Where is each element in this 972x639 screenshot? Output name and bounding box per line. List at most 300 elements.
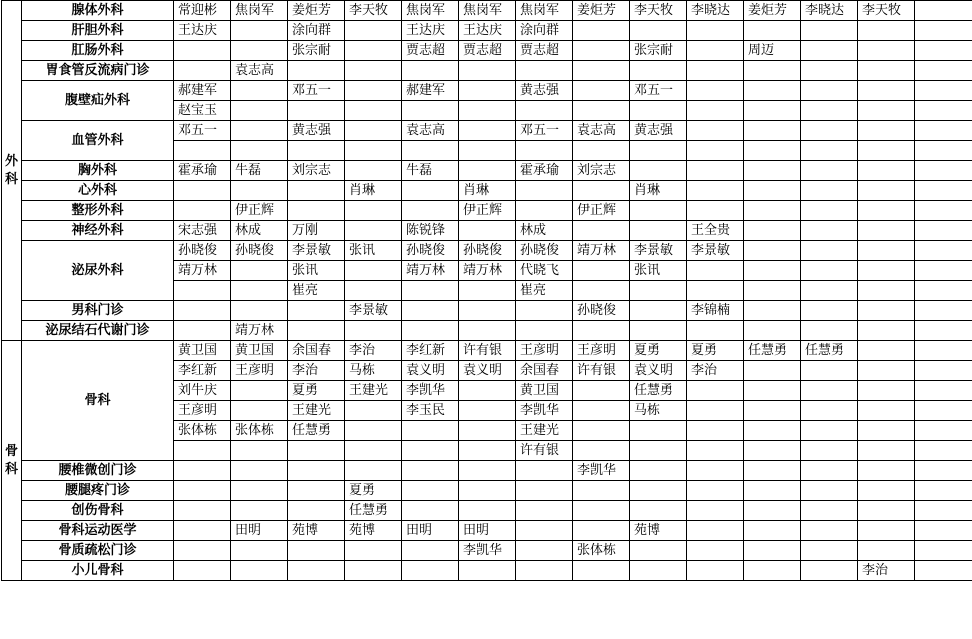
doctor-cell: 李锦楠 [687, 301, 744, 321]
table-row [2, 541, 972, 561]
doctor-cell [801, 481, 858, 501]
doctor-cell: 李治 [288, 361, 345, 381]
doctor-cell: 焦岗军 [459, 1, 516, 21]
doctor-cell [744, 401, 801, 421]
department-name: 泌尿外科 [22, 241, 174, 301]
doctor-cell [801, 301, 858, 321]
department-name: 神经外科 [22, 221, 174, 241]
doctor-cell [858, 341, 915, 361]
doctor-cell: 代晓飞 [516, 261, 573, 281]
doctor-cell [573, 81, 630, 101]
doctor-cell [801, 61, 858, 81]
doctor-cell: 李晓达 [687, 1, 744, 21]
department-name: 腰椎微创门诊 [22, 461, 174, 481]
doctor-cell: 刘牛庆 [174, 381, 231, 401]
doctor-cell [744, 461, 801, 481]
doctor-cell [801, 221, 858, 241]
doctor-cell [231, 41, 288, 61]
doctor-cell [174, 281, 231, 301]
doctor-cell: 靖万林 [402, 261, 459, 281]
doctor-cell: 张体栋 [174, 421, 231, 441]
doctor-cell: 郝建军 [402, 81, 459, 101]
doctor-cell [687, 61, 744, 81]
doctor-cell [573, 221, 630, 241]
table-row [2, 1, 972, 21]
doctor-cell [858, 401, 915, 421]
doctor-cell [459, 301, 516, 321]
doctor-cell [858, 161, 915, 181]
doctor-cell: 田明 [459, 521, 516, 541]
doctor-cell [402, 321, 459, 341]
doctor-cell [744, 181, 801, 201]
doctor-cell [858, 421, 915, 441]
doctor-cell: 陈锐锋 [402, 221, 459, 241]
doctor-cell [801, 101, 858, 121]
doctor-cell [915, 141, 972, 161]
doctor-cell [801, 361, 858, 381]
doctor-cell [915, 121, 972, 141]
doctor-cell [801, 401, 858, 421]
doctor-cell [801, 161, 858, 181]
department-name: 心外科 [22, 181, 174, 201]
doctor-cell [516, 61, 573, 81]
doctor-cell [801, 261, 858, 281]
doctor-cell: 李天牧 [345, 1, 402, 21]
doctor-cell [744, 141, 801, 161]
doctor-cell [687, 521, 744, 541]
doctor-cell [687, 141, 744, 161]
doctor-cell [288, 141, 345, 161]
doctor-cell [801, 41, 858, 61]
doctor-cell [231, 181, 288, 201]
doctor-cell [459, 161, 516, 181]
doctor-cell [402, 201, 459, 221]
department-name: 泌尿结石代谢门诊 [22, 321, 174, 341]
doctor-cell [687, 21, 744, 41]
doctor-cell [915, 21, 972, 41]
doctor-cell [516, 461, 573, 481]
doctor-cell: 袁志高 [231, 61, 288, 81]
doctor-cell [630, 461, 687, 481]
doctor-cell: 张讯 [345, 241, 402, 261]
doctor-cell [630, 281, 687, 301]
doctor-cell [630, 501, 687, 521]
doctor-cell: 邓五一 [174, 121, 231, 141]
doctor-cell [573, 21, 630, 41]
doctor-cell [573, 521, 630, 541]
doctor-cell [744, 281, 801, 301]
doctor-cell [687, 441, 744, 461]
doctor-cell [915, 61, 972, 81]
doctor-cell: 万刚 [288, 221, 345, 241]
doctor-cell: 林成 [516, 221, 573, 241]
doctor-cell [915, 321, 972, 341]
doctor-cell [801, 201, 858, 221]
doctor-cell [231, 101, 288, 121]
group-label: 骨 科 [2, 341, 22, 581]
doctor-cell [402, 501, 459, 521]
doctor-cell: 姜炬芳 [573, 1, 630, 21]
doctor-cell [744, 381, 801, 401]
doctor-cell [516, 181, 573, 201]
doctor-cell: 焦岗军 [402, 1, 459, 21]
doctor-cell [915, 181, 972, 201]
doctor-cell [174, 201, 231, 221]
table-row [2, 41, 972, 61]
doctor-cell [630, 101, 687, 121]
doctor-cell: 夏勇 [345, 481, 402, 501]
doctor-cell [744, 421, 801, 441]
doctor-cell [402, 301, 459, 321]
doctor-cell [573, 181, 630, 201]
doctor-cell [687, 121, 744, 141]
table-row [2, 121, 972, 141]
doctor-cell: 邓五一 [630, 81, 687, 101]
doctor-cell [231, 441, 288, 461]
doctor-cell: 王彦明 [231, 361, 288, 381]
doctor-cell [573, 281, 630, 301]
department-name: 腹壁疝外科 [22, 81, 174, 121]
doctor-cell [516, 541, 573, 561]
doctor-cell: 张体栋 [573, 541, 630, 561]
doctor-cell: 李凯华 [516, 401, 573, 421]
doctor-cell: 黄志强 [516, 81, 573, 101]
doctor-cell [345, 401, 402, 421]
department-name: 胸外科 [22, 161, 174, 181]
doctor-cell [459, 141, 516, 161]
doctor-cell: 霍承瑜 [516, 161, 573, 181]
doctor-cell: 黄卫国 [231, 341, 288, 361]
doctor-cell [744, 481, 801, 501]
doctor-cell [174, 321, 231, 341]
doctor-cell [345, 41, 402, 61]
doctor-cell: 张讯 [630, 261, 687, 281]
doctor-cell [288, 61, 345, 81]
doctor-cell: 李红新 [174, 361, 231, 381]
schedule-body [2, 1, 972, 581]
department-name: 肝胆外科 [22, 21, 174, 41]
doctor-cell [858, 221, 915, 241]
doctor-cell [573, 61, 630, 81]
doctor-cell [915, 161, 972, 181]
doctor-cell [801, 521, 858, 541]
doctor-cell: 牛磊 [231, 161, 288, 181]
doctor-cell [687, 261, 744, 281]
doctor-cell [630, 541, 687, 561]
table-row [2, 461, 972, 481]
doctor-cell [630, 321, 687, 341]
doctor-cell: 宋志强 [174, 221, 231, 241]
table-row [2, 21, 972, 41]
doctor-cell: 李天牧 [630, 1, 687, 21]
doctor-cell: 李景敏 [345, 301, 402, 321]
doctor-cell: 肖琳 [630, 181, 687, 201]
doctor-cell: 李景敏 [630, 241, 687, 261]
doctor-cell: 贾志超 [459, 41, 516, 61]
table-row [2, 241, 972, 261]
doctor-cell [858, 141, 915, 161]
doctor-cell [459, 561, 516, 581]
doctor-cell: 孙晓俊 [573, 301, 630, 321]
department-name: 血管外科 [22, 121, 174, 161]
doctor-cell [687, 461, 744, 481]
department-name: 骨科运动医学 [22, 521, 174, 541]
doctor-cell [744, 21, 801, 41]
doctor-cell [858, 61, 915, 81]
doctor-cell: 贾志超 [402, 41, 459, 61]
doctor-cell: 张宗耐 [630, 41, 687, 61]
doctor-cell [915, 281, 972, 301]
doctor-cell [630, 481, 687, 501]
doctor-cell [744, 361, 801, 381]
doctor-cell [915, 361, 972, 381]
doctor-cell: 王彦明 [516, 341, 573, 361]
doctor-cell [915, 201, 972, 221]
doctor-cell: 孙晓俊 [459, 241, 516, 261]
doctor-cell: 靖万林 [231, 321, 288, 341]
doctor-cell: 孙晓俊 [231, 241, 288, 261]
doctor-cell [459, 481, 516, 501]
doctor-cell [231, 381, 288, 401]
doctor-cell [459, 221, 516, 241]
doctor-cell [573, 41, 630, 61]
doctor-cell [402, 441, 459, 461]
doctor-cell [915, 81, 972, 101]
doctor-cell [516, 521, 573, 541]
doctor-cell [915, 561, 972, 581]
doctor-cell [573, 401, 630, 421]
doctor-cell [858, 241, 915, 261]
doctor-cell [231, 81, 288, 101]
doctor-cell: 涂向群 [516, 21, 573, 41]
department-name: 骨质疏松门诊 [22, 541, 174, 561]
table-row [2, 161, 972, 181]
doctor-cell: 马栋 [630, 401, 687, 421]
doctor-cell: 许有银 [459, 341, 516, 361]
doctor-cell [573, 421, 630, 441]
table-row [2, 301, 972, 321]
doctor-cell [174, 521, 231, 541]
doctor-cell: 李晓达 [801, 1, 858, 21]
doctor-cell [345, 541, 402, 561]
doctor-cell [915, 241, 972, 261]
doctor-cell: 李天牧 [858, 1, 915, 21]
doctor-cell [858, 21, 915, 41]
doctor-cell: 李凯华 [573, 461, 630, 481]
doctor-cell [345, 21, 402, 41]
doctor-cell: 王达庆 [459, 21, 516, 41]
doctor-cell [858, 81, 915, 101]
doctor-cell: 任慧勇 [801, 341, 858, 361]
doctor-cell [744, 201, 801, 221]
doctor-cell [402, 181, 459, 201]
doctor-cell: 赵宝玉 [174, 101, 231, 121]
doctor-cell [516, 301, 573, 321]
doctor-cell [288, 541, 345, 561]
doctor-cell: 霍承瑜 [174, 161, 231, 181]
doctor-cell [687, 41, 744, 61]
doctor-cell [573, 321, 630, 341]
doctor-cell [630, 561, 687, 581]
doctor-cell: 夏勇 [288, 381, 345, 401]
doctor-cell [174, 561, 231, 581]
doctor-cell: 袁志高 [402, 121, 459, 141]
doctor-cell [858, 461, 915, 481]
doctor-cell: 崔亮 [516, 281, 573, 301]
doctor-cell [174, 501, 231, 521]
doctor-cell: 孙晓俊 [402, 241, 459, 261]
doctor-cell [858, 281, 915, 301]
doctor-cell [573, 141, 630, 161]
table-row [2, 201, 972, 221]
doctor-cell [915, 221, 972, 241]
doctor-cell: 马栋 [345, 361, 402, 381]
doctor-cell [687, 101, 744, 121]
table-row [2, 81, 972, 101]
doctor-cell: 王全贵 [687, 221, 744, 241]
doctor-cell [915, 301, 972, 321]
doctor-cell [288, 321, 345, 341]
doctor-cell: 李景敏 [687, 241, 744, 261]
doctor-cell [687, 561, 744, 581]
table-row [2, 321, 972, 341]
doctor-cell [402, 561, 459, 581]
doctor-cell [288, 561, 345, 581]
doctor-cell [459, 501, 516, 521]
doctor-cell [345, 121, 402, 141]
doctor-cell [630, 221, 687, 241]
doctor-cell [744, 541, 801, 561]
doctor-cell [630, 161, 687, 181]
doctor-cell: 李治 [858, 561, 915, 581]
doctor-cell [744, 261, 801, 281]
table-row [2, 481, 972, 501]
doctor-cell [573, 381, 630, 401]
doctor-cell [858, 361, 915, 381]
doctor-cell [687, 201, 744, 221]
doctor-cell [801, 501, 858, 521]
doctor-cell [858, 481, 915, 501]
doctor-cell: 田明 [402, 521, 459, 541]
doctor-cell [744, 241, 801, 261]
doctor-cell: 牛磊 [402, 161, 459, 181]
doctor-cell [174, 301, 231, 321]
doctor-cell: 任慧勇 [345, 501, 402, 521]
doctor-cell: 涂向群 [288, 21, 345, 41]
doctor-cell [687, 321, 744, 341]
doctor-cell [345, 141, 402, 161]
doctor-cell: 张宗耐 [288, 41, 345, 61]
doctor-cell [630, 141, 687, 161]
doctor-cell [687, 161, 744, 181]
doctor-cell [630, 441, 687, 461]
doctor-cell [858, 121, 915, 141]
doctor-cell [801, 561, 858, 581]
doctor-cell: 李景敏 [288, 241, 345, 261]
doctor-cell [915, 521, 972, 541]
doctor-cell [915, 541, 972, 561]
doctor-cell [402, 61, 459, 81]
doctor-cell [858, 321, 915, 341]
doctor-cell [744, 441, 801, 461]
doctor-cell [288, 101, 345, 121]
doctor-cell: 王建光 [516, 421, 573, 441]
doctor-cell [744, 521, 801, 541]
doctor-cell: 焦岗军 [231, 1, 288, 21]
doctor-cell [801, 121, 858, 141]
doctor-cell: 伊正辉 [231, 201, 288, 221]
doctor-cell: 黄卫国 [516, 381, 573, 401]
doctor-cell: 靖万林 [459, 261, 516, 281]
doctor-cell [231, 261, 288, 281]
doctor-cell: 王彦明 [573, 341, 630, 361]
department-name: 男科门诊 [22, 301, 174, 321]
doctor-cell [687, 281, 744, 301]
doctor-cell [744, 321, 801, 341]
doctor-cell [801, 321, 858, 341]
doctor-cell [744, 121, 801, 141]
doctor-cell [174, 181, 231, 201]
doctor-cell [687, 401, 744, 421]
doctor-cell [801, 81, 858, 101]
doctor-cell [174, 541, 231, 561]
doctor-cell [402, 481, 459, 501]
doctor-cell [231, 21, 288, 41]
doctor-cell [801, 21, 858, 41]
doctor-cell: 李凯华 [459, 541, 516, 561]
doctor-cell [345, 101, 402, 121]
doctor-cell [231, 141, 288, 161]
doctor-cell [231, 401, 288, 421]
doctor-schedule-table [1, 0, 972, 581]
doctor-cell [345, 61, 402, 81]
doctor-cell: 黄卫国 [174, 341, 231, 361]
doctor-cell: 苑博 [630, 521, 687, 541]
doctor-cell [915, 341, 972, 361]
doctor-cell: 苑博 [345, 521, 402, 541]
doctor-cell [687, 481, 744, 501]
doctor-cell [915, 441, 972, 461]
doctor-cell: 伊正辉 [459, 201, 516, 221]
doctor-cell: 任慧勇 [630, 381, 687, 401]
doctor-cell [573, 561, 630, 581]
doctor-cell: 孙晓俊 [516, 241, 573, 261]
doctor-cell [915, 1, 972, 21]
doctor-cell [687, 421, 744, 441]
doctor-cell [345, 321, 402, 341]
doctor-cell [516, 561, 573, 581]
doctor-cell [630, 421, 687, 441]
doctor-cell [687, 381, 744, 401]
doctor-cell: 林成 [231, 221, 288, 241]
doctor-cell [573, 261, 630, 281]
group-label: 外 科 [2, 1, 22, 341]
doctor-cell: 刘宗志 [288, 161, 345, 181]
doctor-cell [516, 321, 573, 341]
doctor-cell [801, 441, 858, 461]
doctor-cell [858, 381, 915, 401]
table-row [2, 501, 972, 521]
doctor-cell [516, 201, 573, 221]
doctor-cell: 孙晓俊 [174, 241, 231, 261]
table-row [2, 181, 972, 201]
doctor-cell [459, 121, 516, 141]
doctor-cell [744, 81, 801, 101]
doctor-cell: 任慧勇 [744, 341, 801, 361]
doctor-cell: 张体栋 [231, 421, 288, 441]
doctor-cell [288, 441, 345, 461]
table-row [2, 561, 972, 581]
